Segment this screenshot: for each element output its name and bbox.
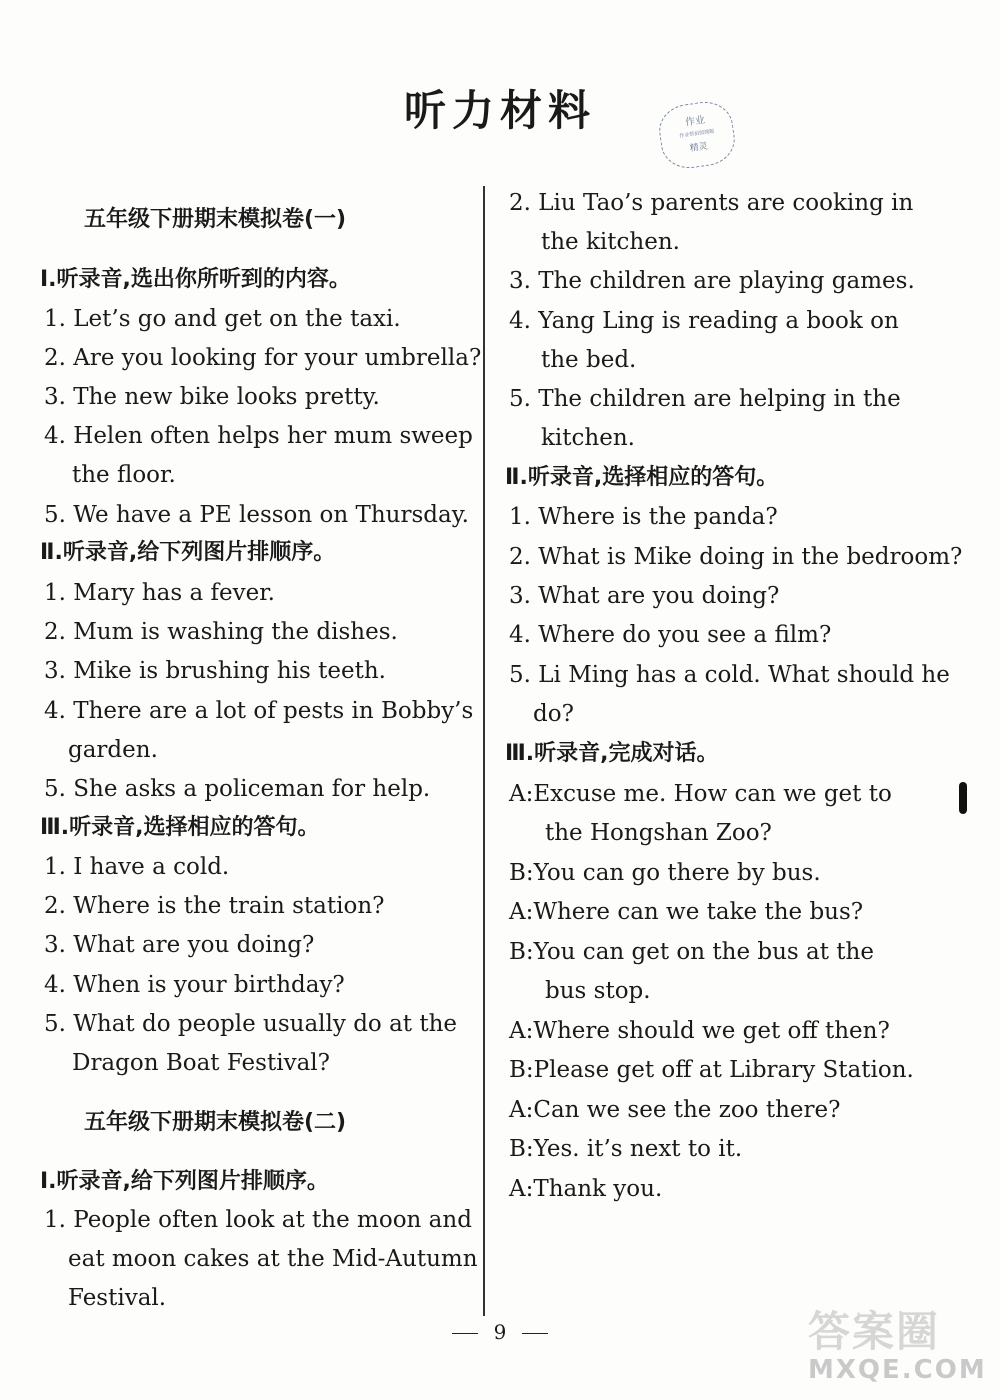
page-number-text: 9 [493,1320,507,1344]
dash-left [452,1333,478,1335]
page-title: 听力材料 [403,86,596,135]
text-line: do? [533,701,574,727]
part-heading: Ⅲ.听录音,完成对话。 [505,741,719,766]
text-line: 2. Are you looking for your umbrella? [44,345,482,371]
text-line: 1. Where is the panda? [509,504,778,530]
text-line: 3. What are you doing? [509,583,780,609]
stamp-line-3: 精灵 [689,141,709,155]
text-line: 5. What do people usually do at the [44,1011,458,1037]
text-line: 2. Where is the train station? [44,893,385,919]
text-line: 1. I have a cold. [44,854,230,880]
dialogue-line: A:Excuse me. How can we get to [509,781,892,807]
part-heading: Ⅲ.听录音,选择相应的答句。 [40,815,320,840]
text-line: 2. Liu Tao’s parents are cooking in [509,190,914,216]
text-line: 3. The children are playing games. [509,268,915,294]
text-line: 5. She asks a policeman for help. [44,776,431,802]
stamp-line-2: 作业帮拍照搜题 [679,128,715,140]
dialogue-line: B:Yes. it’s next to it. [509,1136,743,1162]
text-line: 4. When is your birthday? [44,972,345,998]
watermark [808,1308,988,1388]
part-heading: Ⅰ.听录音,选出你所听到的内容。 [40,267,351,292]
text-line: 2. What is Mike doing in the bedroom? [509,544,963,570]
dialogue-line: B:Please get off at Library Station. [509,1057,914,1083]
text-line: the floor. [72,462,176,488]
dialogue-line: B:You can go there by bus. [509,860,821,886]
text-line: garden. [68,737,158,763]
dialogue-line: A:Where should we get off then? [509,1018,890,1044]
text-line: 1. Let’s go and get on the taxi. [44,306,401,332]
text-line: 5. We have a PE lesson on Thursday. [44,502,469,528]
text-line: 5. Li Ming has a cold. What should he [509,662,950,688]
text-line: 4. Where do you see a film? [509,622,832,648]
part-heading: Ⅱ.听录音,选择相应的答句。 [505,465,779,490]
text-line: 4. Helen often helps her mum sweep [44,423,473,449]
section-title-2: 五年级下册期末模拟卷(二) [84,1110,347,1135]
text-line: 4. There are a lot of pests in Bobby’s [44,698,474,724]
text-line: the kitchen. [541,229,680,255]
part-heading: Ⅰ.听录音,给下列图片排顺序。 [40,1169,329,1194]
dialogue-line: the Hongshan Zoo? [545,820,772,846]
text-line: the bed. [541,347,637,373]
text-line: 1. Mary has a fever. [44,580,275,606]
column-divider [483,186,485,1316]
dialogue-line: A:Can we see the zoo there? [509,1097,841,1123]
text-line: Festival. [68,1285,167,1311]
stamp-line-1: 作业 [684,114,706,129]
watermark-url: MXQE.COM [808,1355,987,1385]
text-line: 3. Mike is brushing his teeth. [44,658,386,684]
text-line: 5. The children are helping in the [509,386,901,412]
section-title-1: 五年级下册期末模拟卷(一) [84,207,347,232]
dash-right [522,1333,548,1335]
dialogue-line: A:Where can we take the bus? [509,899,864,925]
part-heading: Ⅱ.听录音,给下列图片排顺序。 [40,540,336,565]
ink-mark [959,782,967,814]
text-line: kitchen. [541,425,635,451]
text-line: 2. Mum is washing the dishes. [44,619,398,645]
dialogue-line: A:Thank you. [509,1176,663,1202]
text-line: 1. People often look at the moon and [44,1207,472,1233]
text-line: 3. The new bike looks pretty. [44,384,380,410]
dialogue-line: B:You can get on the bus at the [509,939,874,965]
dialogue-line: bus stop. [545,978,651,1004]
text-line: 4. Yang Ling is reading a book on [509,308,899,334]
text-line: 3. What are you doing? [44,932,315,958]
text-line: eat moon cakes at the Mid-Autumn [68,1246,478,1272]
watermark-logo: 答案圈 [808,1307,941,1356]
text-line: Dragon Boat Festival? [72,1050,330,1076]
